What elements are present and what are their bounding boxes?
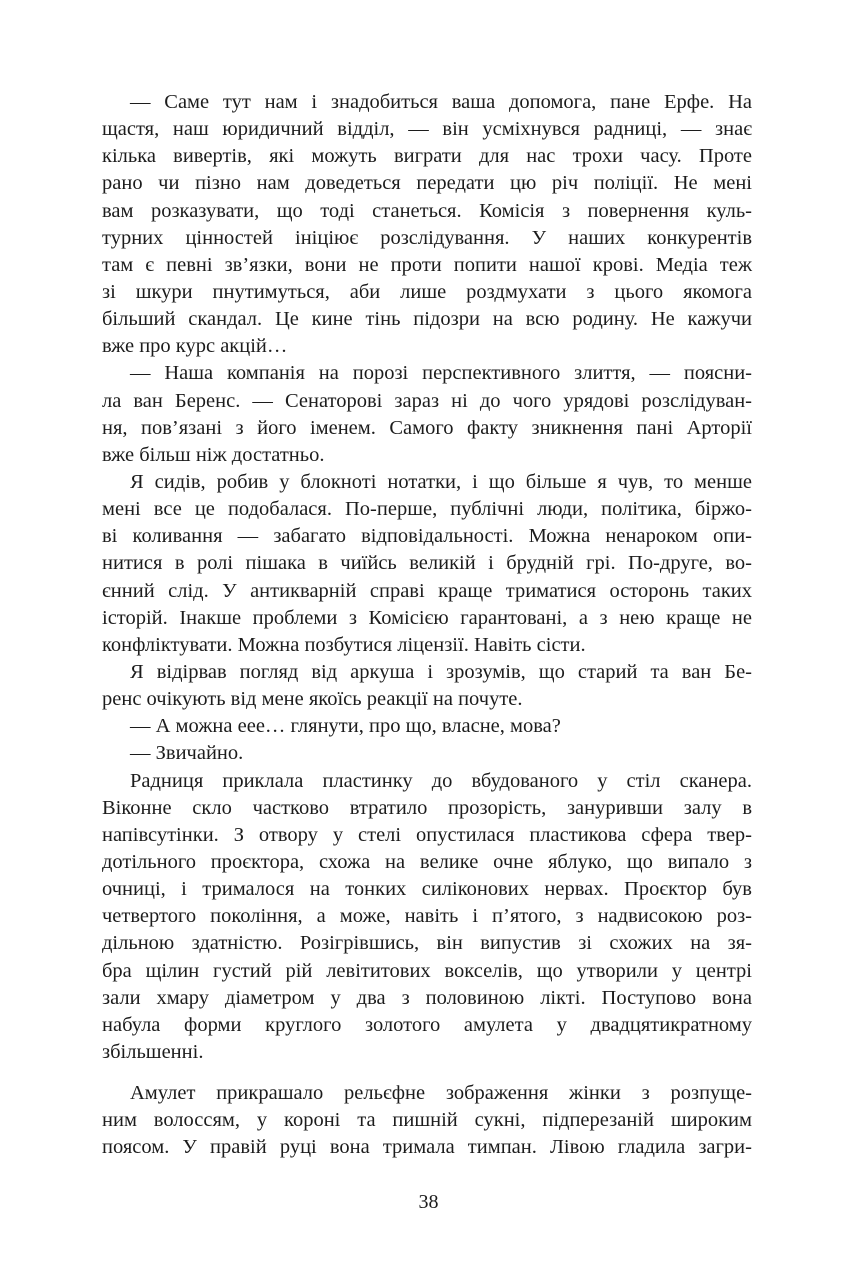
text-line: бра щілин густий рій левітитових вокселів, що утворили у центрі: [102, 959, 752, 982]
text-line: кілька вивертів, які можуть виграти для нас трохи часу. Проте: [102, 145, 752, 168]
text-line: ня, пов’язані з його іменем. Самого факту зникнення пані Арторії: [102, 416, 752, 439]
body-text: [102, 89, 752, 1161]
text-line: Я відірвав погляд від аркуша і зрозумів, що старий та ван Бе-: [130, 660, 752, 683]
text-line: напівсутінки. З отвору у стелі опустилася пластикова сфера твер-: [102, 823, 752, 846]
text-line: збільшенні.: [102, 1040, 204, 1063]
paragraph: [102, 360, 752, 469]
paragraph: [102, 740, 752, 767]
text-line: — Звичайно.: [130, 742, 244, 765]
text-line: поясом. У правій руці вона тримала тимпан. Лівою гладила загри-: [102, 1136, 752, 1159]
text-line: більший скандал. Це кине тінь підозри на всю родину. Не кажучи: [102, 308, 752, 331]
page-number: 38: [418, 1191, 439, 1213]
text-line: конфліктувати. Можна позбутися ліцензії. Навіть сісти.: [102, 633, 586, 656]
text-line: зали хмару діаметром у два з половиною лікті. Поступово вона: [102, 986, 752, 1009]
text-line: Амулет прикрашало рельєфне зображення жінки з розпуще-: [130, 1082, 752, 1105]
text-line: зі шкури пнутимуться, аби лише роздмухати з цього якомога: [102, 280, 752, 303]
text-line: турних цінностей ініціює розслідування. У наших конкурентів: [102, 226, 752, 249]
paragraph: [102, 713, 752, 740]
text-line: мені все це подобалася. По-перше, публічні люди, політика, біржо-: [102, 498, 752, 521]
text-line: Радниця приклала пластинку до вбудованого у стіл сканера.: [130, 769, 752, 792]
text-line: вам розказувати, що тоді станеться. Комісія з повернення куль-: [102, 199, 752, 222]
text-line: ві коливання — забагато відповідальності. Можна ненароком опи-: [102, 525, 752, 548]
text-line: — Наша компанія на порозі перспективного злиття, — поясни-: [130, 362, 752, 385]
text-line: Віконне скло частково втратило прозорість, зануривши залу в: [102, 796, 752, 819]
paragraph: [102, 469, 752, 659]
paragraph: [102, 1080, 752, 1161]
text-line: там є певні зв’язки, вони не проти попити нашої крові. Медіа теж: [102, 253, 752, 276]
text-line: — А можна еее… глянути, про що, власне, мова?: [130, 715, 561, 738]
text-line: ним волоссям, у короні та пишній сукні, підперезаній широким: [102, 1109, 752, 1132]
text-line: щастя, наш юридичний відділ, — він усміхнувся радниці, — знає: [102, 118, 752, 141]
paragraph: [102, 89, 752, 360]
text-line: нитися в ролі пішака в чиїйсь великій і брудній грі. По-друге, во-: [102, 552, 752, 575]
text-line: четвертого покоління, а може, навіть і п’ятого, з надвисокою роз-: [102, 905, 752, 928]
text-line: дотільного проєктора, схожа на велике очне яблуко, що випало з: [102, 850, 752, 873]
text-line: історій. Інакше проблеми з Комісією гарантовані, а з нею краще не: [102, 606, 752, 629]
text-line: рано чи пізно нам доведеться передати цю річ поліції. Не мені: [102, 172, 752, 195]
paragraph-gap: [102, 1066, 752, 1080]
text-line: Я сидів, робив у блокноті нотатки, і що більше я чув, то менше: [130, 470, 752, 493]
text-line: — Саме тут нам і знадобиться ваша допомога, пане Ерфе. На: [130, 91, 752, 113]
paragraph: [102, 659, 752, 713]
text-line: набула форми круглого золотого амулета у двадцятикратному: [102, 1013, 752, 1036]
text-line: вже більш ніж достатньо.: [102, 443, 325, 466]
paragraph: [102, 768, 752, 1067]
text-line: вже про курс акцій…: [102, 335, 288, 358]
text-line: дільною здатністю. Розігрівшись, він випустив зі схожих на зя-: [102, 932, 752, 955]
text-line: ла ван Беренс. — Сенаторові зараз ні до чого урядові розслідуван-: [102, 389, 752, 412]
text-line: єнний слід. У антикварній справі краще триматися осторонь таких: [102, 579, 752, 602]
text-line: ренс очікують від мене якоїсь реакції на почуте.: [102, 688, 523, 711]
text-line: очниці, і трималося на тонких силіконових нервах. Проєктор був: [102, 878, 752, 901]
